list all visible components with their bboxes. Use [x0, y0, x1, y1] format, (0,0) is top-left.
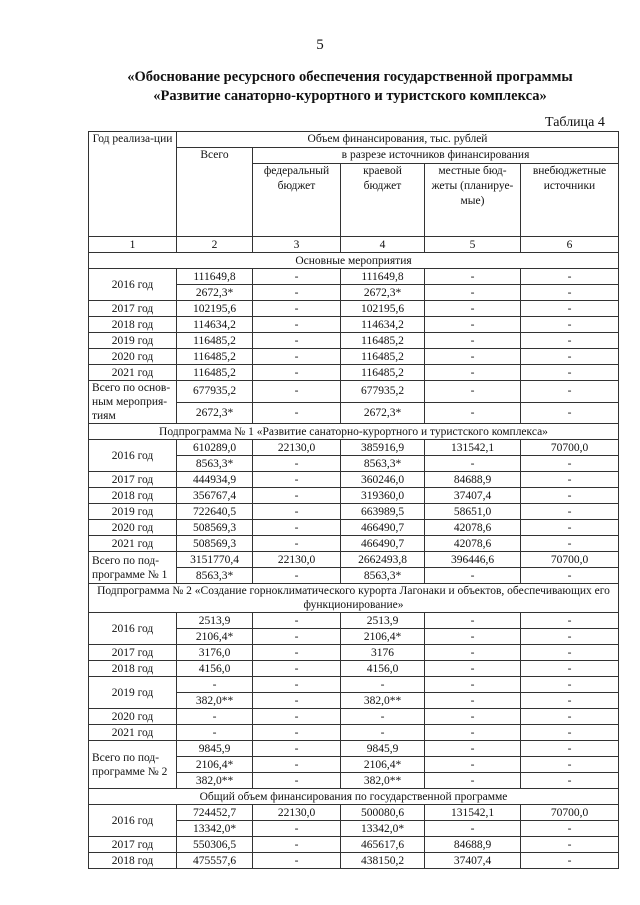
value-cell: 2106,4* [177, 629, 253, 645]
value-cell: 70700,0 [521, 440, 619, 456]
value-cell: - [521, 285, 619, 301]
value-cell: 2106,4* [341, 629, 425, 645]
value-cell: - [253, 349, 341, 365]
value-cell: 22130,0 [253, 440, 341, 456]
header-federal: федеральный бюджет [253, 164, 341, 237]
value-cell: 22130,0 [253, 805, 341, 821]
value-cell: - [253, 677, 341, 693]
header-funding: Объем финансирования, тыс. рублей [177, 132, 619, 148]
value-cell: - [521, 693, 619, 709]
value-cell: - [253, 456, 341, 472]
value-cell: - [425, 349, 521, 365]
funding-table [88, 131, 619, 869]
value-cell: - [341, 709, 425, 725]
value-cell: - [253, 741, 341, 757]
value-cell: 319360,0 [341, 488, 425, 504]
value-cell: - [521, 504, 619, 520]
value-cell: 4156,0 [341, 661, 425, 677]
table-row [89, 520, 619, 536]
year-label: 2016 год [89, 440, 177, 472]
value-cell: - [521, 536, 619, 552]
title-line-1: «Обоснование ресурсного обеспечения государственной программы [127, 69, 573, 85]
value-cell: - [425, 773, 521, 789]
title-line-2: «Развитие санаторно-курортного и туристского комплекса» [153, 88, 547, 104]
value-cell: - [521, 629, 619, 645]
year-label: 2018 год [89, 853, 177, 869]
value-cell: 116485,2 [177, 333, 253, 349]
value-cell: 114634,2 [341, 317, 425, 333]
value-cell: 2672,3* [341, 285, 425, 301]
value-cell: 22130,0 [253, 552, 341, 568]
value-cell: - [253, 709, 341, 725]
table-row [89, 301, 619, 317]
value-cell: - [521, 853, 619, 869]
value-cell: 3151770,4 [177, 552, 253, 568]
table-row [89, 333, 619, 349]
value-cell: - [521, 333, 619, 349]
value-cell: - [521, 301, 619, 317]
value-cell: 8563,3* [177, 456, 253, 472]
value-cell: 550306,5 [177, 837, 253, 853]
table-row [89, 253, 619, 269]
year-label: 2016 год [89, 805, 177, 837]
value-cell: 114634,2 [177, 317, 253, 333]
value-cell: 13342,0* [177, 821, 253, 837]
value-cell: - [341, 677, 425, 693]
value-cell: - [253, 285, 341, 301]
value-cell: 9845,9 [177, 741, 253, 757]
year-label: 2016 год [89, 613, 177, 645]
value-cell: 396446,6 [425, 552, 521, 568]
value-cell: - [521, 757, 619, 773]
value-cell: - [253, 821, 341, 837]
column-number: 6 [521, 237, 619, 253]
value-cell: - [177, 725, 253, 741]
value-cell: 444934,9 [177, 472, 253, 488]
column-number: 3 [253, 237, 341, 253]
table-row [89, 504, 619, 520]
value-cell: - [425, 677, 521, 693]
header-local: местные бюд-жеты (планируе-мые) [425, 164, 521, 237]
value-cell: - [177, 709, 253, 725]
table-row [89, 741, 619, 757]
value-cell: 2106,4* [341, 757, 425, 773]
value-cell: - [425, 568, 521, 584]
value-cell: - [425, 365, 521, 381]
year-label: 2020 год [89, 709, 177, 725]
total-label: Всего по под-программе № 1 [89, 552, 177, 584]
document-title [90, 68, 610, 106]
year-label: 2019 год [89, 677, 177, 709]
value-cell: - [521, 488, 619, 504]
value-cell: 102195,6 [177, 301, 253, 317]
value-cell: - [521, 661, 619, 677]
value-cell: - [253, 381, 341, 403]
table-row [89, 805, 619, 821]
value-cell: - [253, 520, 341, 536]
value-cell: 131542,1 [425, 440, 521, 456]
table-row [89, 709, 619, 725]
table-row [89, 853, 619, 869]
value-cell: 102195,6 [341, 301, 425, 317]
value-cell: - [177, 677, 253, 693]
value-cell: 70700,0 [521, 805, 619, 821]
value-cell: - [253, 773, 341, 789]
value-cell: - [425, 317, 521, 333]
value-cell: - [253, 757, 341, 773]
value-cell: - [425, 613, 521, 629]
value-cell: 722640,5 [177, 504, 253, 520]
year-label: 2019 год [89, 504, 177, 520]
value-cell: 116485,2 [341, 365, 425, 381]
value-cell: - [521, 520, 619, 536]
value-cell: - [253, 333, 341, 349]
table-row [89, 552, 619, 568]
header-regional: краевой бюджет [341, 164, 425, 237]
value-cell: 116485,2 [177, 349, 253, 365]
value-cell: 385916,9 [341, 440, 425, 456]
table-row [89, 472, 619, 488]
value-cell: 70700,0 [521, 552, 619, 568]
value-cell: 2672,3* [341, 402, 425, 424]
value-cell: - [253, 472, 341, 488]
value-cell: - [521, 568, 619, 584]
value-cell: 465617,6 [341, 837, 425, 853]
year-label: 2018 год [89, 488, 177, 504]
header-extra: внебюджетные источники [521, 164, 619, 237]
value-cell: - [425, 301, 521, 317]
value-cell: - [425, 456, 521, 472]
value-cell: - [425, 709, 521, 725]
table-row [89, 381, 619, 403]
value-cell: 2672,3* [177, 285, 253, 301]
value-cell: - [425, 645, 521, 661]
value-cell: - [521, 269, 619, 285]
total-label: Всего по под-программе № 2 [89, 741, 177, 789]
value-cell: - [521, 741, 619, 757]
table-row [89, 725, 619, 741]
value-cell: - [253, 853, 341, 869]
value-cell: 111649,8 [341, 269, 425, 285]
value-cell: - [521, 837, 619, 853]
value-cell: 677935,2 [177, 381, 253, 403]
header-by-source: в разрезе источников финансирования [253, 148, 619, 164]
value-cell: 8563,3* [177, 568, 253, 584]
year-label: 2021 год [89, 536, 177, 552]
value-cell: 382,0** [177, 773, 253, 789]
value-cell: 677935,2 [341, 381, 425, 403]
value-cell: 500080,6 [341, 805, 425, 821]
value-cell: - [341, 725, 425, 741]
table-row [89, 677, 619, 693]
value-cell: 724452,7 [177, 805, 253, 821]
year-label: 2021 год [89, 725, 177, 741]
table-row [89, 269, 619, 285]
value-cell: - [521, 773, 619, 789]
value-cell: 610289,0 [177, 440, 253, 456]
value-cell: - [253, 269, 341, 285]
header-year: Год реализа-ции [89, 132, 177, 237]
value-cell: 382,0** [341, 693, 425, 709]
value-cell: - [253, 645, 341, 661]
value-cell: - [521, 381, 619, 403]
value-cell: 131542,1 [425, 805, 521, 821]
value-cell: - [521, 821, 619, 837]
value-cell: - [521, 472, 619, 488]
value-cell: - [253, 568, 341, 584]
value-cell: 2672,3* [177, 402, 253, 424]
value-cell: - [425, 741, 521, 757]
value-cell: - [425, 821, 521, 837]
value-cell: - [253, 402, 341, 424]
table-row [89, 488, 619, 504]
value-cell: - [425, 693, 521, 709]
table-row [89, 424, 619, 440]
table-row [89, 365, 619, 381]
year-label: 2017 год [89, 837, 177, 853]
value-cell: 84688,9 [425, 472, 521, 488]
value-cell: 2662493,8 [341, 552, 425, 568]
column-number: 5 [425, 237, 521, 253]
year-label: 2017 год [89, 645, 177, 661]
year-label: 2020 год [89, 520, 177, 536]
value-cell: 2106,4* [177, 757, 253, 773]
year-label: 2016 год [89, 269, 177, 301]
value-cell: - [253, 661, 341, 677]
column-number: 2 [177, 237, 253, 253]
value-cell: 116485,2 [341, 333, 425, 349]
table-row [89, 661, 619, 677]
value-cell: - [425, 725, 521, 741]
year-label: 2020 год [89, 349, 177, 365]
value-cell: - [253, 536, 341, 552]
value-cell: - [425, 333, 521, 349]
value-cell: 111649,8 [177, 269, 253, 285]
value-cell: - [521, 725, 619, 741]
year-label: 2018 год [89, 661, 177, 677]
value-cell: - [425, 757, 521, 773]
value-cell: - [521, 645, 619, 661]
section-title: Основные мероприятия [89, 253, 619, 269]
section-title: Подпрограмма № 2 «Создание горноклиматического курорта Лагонаки и объектов, обеспечивающих его функционирование» [89, 584, 619, 613]
value-cell: 466490,7 [341, 536, 425, 552]
value-cell: - [521, 456, 619, 472]
table-row [89, 837, 619, 853]
value-cell: - [253, 837, 341, 853]
value-cell: - [521, 677, 619, 693]
value-cell: - [253, 301, 341, 317]
value-cell: 9845,9 [341, 741, 425, 757]
column-number: 4 [341, 237, 425, 253]
value-cell: 360246,0 [341, 472, 425, 488]
value-cell: - [253, 725, 341, 741]
value-cell: - [425, 285, 521, 301]
value-cell: 84688,9 [425, 837, 521, 853]
year-label: 2017 год [89, 301, 177, 317]
value-cell: 475557,6 [177, 853, 253, 869]
value-cell: - [253, 504, 341, 520]
value-cell: 4156,0 [177, 661, 253, 677]
column-number: 1 [89, 237, 177, 253]
year-label: 2021 год [89, 365, 177, 381]
value-cell: 3176,0 [177, 645, 253, 661]
table-row [89, 349, 619, 365]
table-row [89, 613, 619, 629]
value-cell: 116485,2 [341, 349, 425, 365]
value-cell: - [521, 709, 619, 725]
table-row [89, 440, 619, 456]
section-title: Общий объем финансирования по государственной программе [89, 789, 619, 805]
value-cell: 8563,3* [341, 568, 425, 584]
value-cell: - [253, 488, 341, 504]
value-cell: - [521, 613, 619, 629]
page-number: 5 [316, 37, 324, 53]
value-cell: - [253, 613, 341, 629]
section-title: Подпрограмма № 1 «Развитие санаторно-курортного и туристского комплекса» [89, 424, 619, 440]
value-cell: 42078,6 [425, 520, 521, 536]
value-cell: 382,0** [177, 693, 253, 709]
value-cell: 382,0** [341, 773, 425, 789]
value-cell: - [253, 693, 341, 709]
value-cell: 438150,2 [341, 853, 425, 869]
value-cell: 663989,5 [341, 504, 425, 520]
table-row [89, 789, 619, 805]
value-cell: 356767,4 [177, 488, 253, 504]
value-cell: 508569,3 [177, 536, 253, 552]
value-cell: - [521, 402, 619, 424]
value-cell: 37407,4 [425, 488, 521, 504]
value-cell: - [425, 661, 521, 677]
value-cell: 13342,0* [341, 821, 425, 837]
value-cell: 58651,0 [425, 504, 521, 520]
value-cell: - [425, 269, 521, 285]
value-cell: 2513,9 [177, 613, 253, 629]
table-caption: Таблица 4 [545, 115, 605, 130]
value-cell: 508569,3 [177, 520, 253, 536]
value-cell: 466490,7 [341, 520, 425, 536]
header-total: Всего [177, 148, 253, 237]
table-row [89, 645, 619, 661]
value-cell: - [521, 349, 619, 365]
value-cell: 8563,3* [341, 456, 425, 472]
table-row [89, 317, 619, 333]
value-cell: - [521, 317, 619, 333]
value-cell: - [425, 381, 521, 403]
value-cell: 3176 [341, 645, 425, 661]
table-row [89, 584, 619, 613]
value-cell: 37407,4 [425, 853, 521, 869]
value-cell: - [425, 402, 521, 424]
value-cell: - [253, 629, 341, 645]
value-cell: 42078,6 [425, 536, 521, 552]
value-cell: - [253, 317, 341, 333]
year-label: 2018 год [89, 317, 177, 333]
value-cell: 2513,9 [341, 613, 425, 629]
year-label: 2019 год [89, 333, 177, 349]
value-cell: - [521, 365, 619, 381]
year-label: 2017 год [89, 472, 177, 488]
value-cell: - [425, 629, 521, 645]
total-label: Всего по основ-ным мероприя-тиям [89, 381, 177, 424]
value-cell: 116485,2 [177, 365, 253, 381]
table-row [89, 536, 619, 552]
value-cell: - [253, 365, 341, 381]
